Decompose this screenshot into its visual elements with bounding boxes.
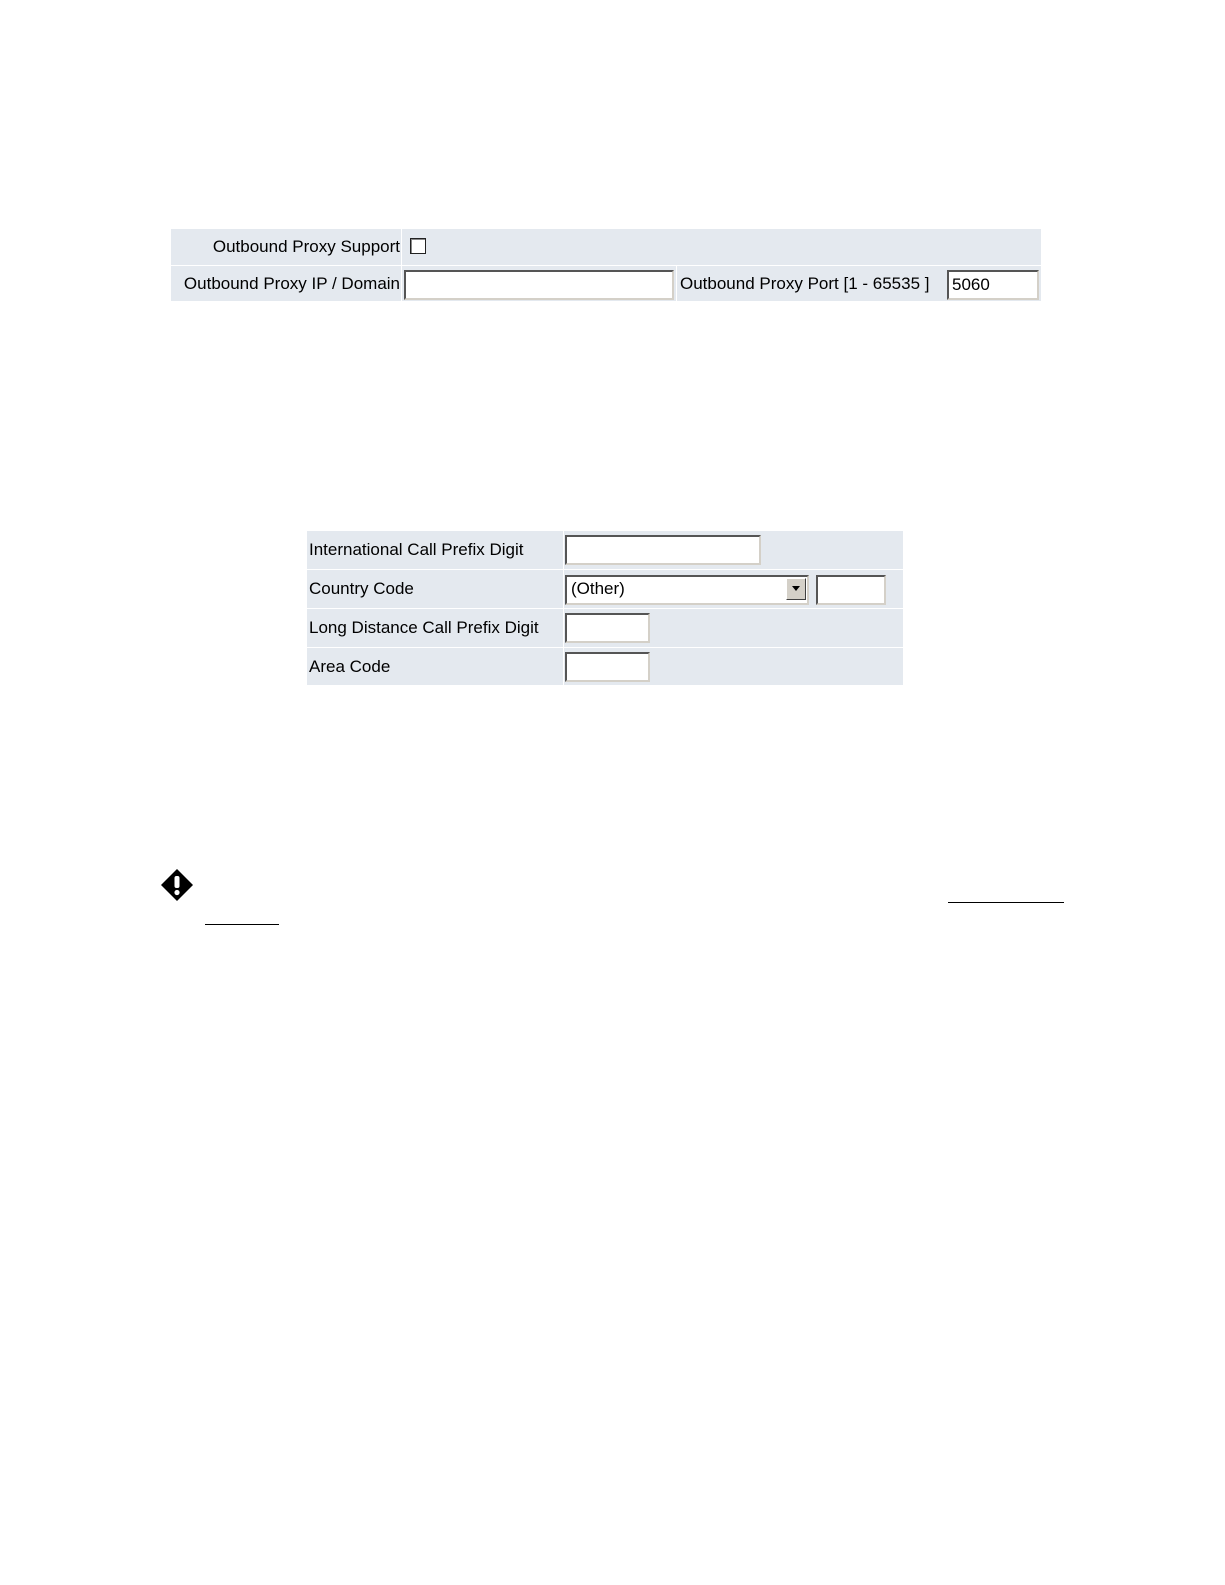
long-distance-row bbox=[307, 608, 903, 647]
long-distance-input[interactable] bbox=[565, 613, 650, 643]
outbound-proxy-panel bbox=[171, 229, 1041, 301]
intl-prefix-row bbox=[307, 531, 903, 569]
link-underline[interactable] bbox=[205, 924, 279, 925]
area-code-input[interactable] bbox=[565, 652, 650, 682]
intl-prefix-input[interactable] bbox=[565, 535, 761, 565]
warning-diamond-icon bbox=[160, 868, 194, 902]
area-code-label: Area Code bbox=[309, 657, 391, 676]
link-underline[interactable] bbox=[948, 902, 1064, 903]
outbound-proxy-ip-label: Outbound Proxy IP / Domain bbox=[183, 274, 400, 293]
country-code-input[interactable] bbox=[816, 575, 886, 605]
long-distance-label: Long Distance Call Prefix Digit bbox=[309, 618, 539, 637]
outbound-proxy-port-input[interactable]: 5060 bbox=[947, 270, 1039, 300]
outbound-proxy-port-label: Outbound Proxy Port [1 - 65535 ] bbox=[680, 274, 930, 293]
country-code-row bbox=[307, 569, 903, 608]
intl-prefix-label: International Call Prefix Digit bbox=[309, 540, 524, 559]
outbound-proxy-support-checkbox[interactable] bbox=[410, 238, 426, 254]
country-code-label: Country Code bbox=[309, 579, 414, 598]
country-code-selected: (Other) bbox=[571, 579, 625, 598]
outbound-proxy-support-row bbox=[171, 229, 1041, 264]
outbound-proxy-address-row bbox=[171, 265, 1041, 301]
dialing-prefix-panel bbox=[307, 531, 903, 685]
chevron-down-icon[interactable] bbox=[786, 578, 806, 600]
country-code-select[interactable] bbox=[565, 575, 809, 605]
outbound-proxy-ip-input[interactable] bbox=[404, 270, 674, 300]
area-code-row bbox=[307, 647, 903, 686]
outbound-proxy-support-label: Outbound Proxy Support bbox=[212, 237, 400, 256]
